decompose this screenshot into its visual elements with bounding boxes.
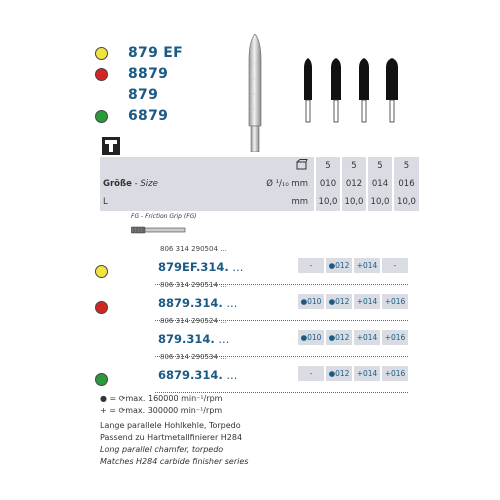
bur-010 — [304, 58, 312, 122]
instrument-illustration — [246, 34, 264, 152]
pack-value: 5 — [315, 157, 341, 175]
order-cell: - — [298, 258, 324, 273]
shank-label: FG - Friction Grip (FG) — [131, 213, 197, 220]
pack-row — [100, 157, 419, 175]
order-cell: +014 — [354, 258, 380, 273]
red-dot-icon — [95, 301, 108, 314]
green-dot-icon — [95, 373, 108, 386]
size-value: 016 — [393, 175, 419, 193]
size-row: Größe - Size Ø ¹/₁₀ mm 010 012 014 016 — [100, 175, 419, 193]
order-cell: ●012 — [326, 258, 352, 273]
product-description — [100, 420, 248, 468]
order-cells — [298, 294, 410, 309]
length-row — [100, 193, 419, 211]
order-ref: 8879.314. ... — [158, 296, 238, 310]
order-cell: +016 — [382, 366, 408, 381]
green-dot-icon — [95, 110, 108, 123]
order-row-8879 — [95, 281, 408, 321]
shank-block — [131, 213, 197, 239]
size-unit: Ø ¹/₁₀ mm — [260, 175, 315, 193]
description-line: Matches H284 carbide finisher series — [100, 457, 249, 466]
order-row-879 — [95, 317, 408, 357]
order-cell: +014 — [354, 330, 380, 345]
order-cell: +016 — [382, 330, 408, 345]
size-value: 010 — [315, 175, 341, 193]
speed-notes — [100, 393, 222, 417]
length-unit: mm — [260, 193, 315, 211]
length-value: 10,0 — [341, 193, 367, 211]
order-ref: 6879.314. ... — [158, 368, 238, 382]
pack-value: 5 — [367, 157, 393, 175]
yellow-dot-icon — [95, 265, 108, 278]
order-cell: ●012 — [326, 366, 352, 381]
order-number: 806 314 290504 ... — [160, 245, 227, 253]
length-value: 10,0 — [315, 193, 341, 211]
order-number: 806 314 290514 ... — [160, 281, 227, 289]
description-line: Lange parallele Hohlkehle, Torpedo — [100, 421, 241, 430]
variant-code: 8879 — [128, 66, 169, 82]
variant-row-879 — [95, 87, 158, 103]
bur-016 — [386, 58, 398, 122]
order-cell: +014 — [354, 294, 380, 309]
pack-value: 5 — [393, 157, 419, 175]
order-ref: 879EF.314. ... — [158, 260, 244, 274]
description-line: Long parallel chamfer, torpedo — [100, 445, 224, 454]
bur-014 — [359, 58, 369, 122]
size-value: 012 — [341, 175, 367, 193]
size-label: Größe — [103, 179, 132, 189]
variant-code: 879 — [128, 87, 159, 103]
order-cell: ●012 — [326, 294, 352, 309]
bur-silhouettes — [296, 56, 406, 126]
length-value: 10,0 — [367, 193, 393, 211]
speed-note: ● = ⟳max. 160000 min⁻¹/rpm — [100, 394, 223, 403]
variant-code: 6879 — [128, 108, 169, 124]
no-dot-spacer — [95, 89, 108, 102]
order-row-879ef — [95, 245, 408, 285]
order-cell: ●012 — [326, 330, 352, 345]
variant-row-8879 — [95, 66, 168, 82]
order-cell: - — [382, 258, 408, 273]
order-cell: +014 — [354, 366, 380, 381]
order-cell: +016 — [382, 294, 408, 309]
order-cells — [298, 366, 410, 381]
order-cells — [298, 258, 410, 273]
order-ref: 879.314. ... — [158, 332, 230, 346]
variant-row-879ef — [95, 45, 183, 61]
package-icon — [296, 159, 308, 170]
size-label-en: Size — [140, 179, 158, 189]
yellow-dot-icon — [95, 47, 108, 60]
pack-value: 5 — [341, 157, 367, 175]
order-cell: ●010 — [298, 330, 324, 345]
order-row-6879 — [95, 353, 408, 393]
order-cell: ●010 — [298, 294, 324, 309]
red-dot-icon — [95, 68, 108, 81]
order-number: 806 314 290534 ... — [160, 353, 227, 361]
variant-row-6879 — [95, 108, 168, 124]
fg-shank-illustration — [131, 225, 189, 235]
length-label: L — [100, 193, 260, 211]
variant-code: 879 EF — [128, 45, 184, 61]
bur-012 — [331, 58, 341, 122]
size-value: 014 — [367, 175, 393, 193]
fg-handpiece-icon — [102, 137, 120, 155]
order-number: 806 314 290524 ... — [160, 317, 227, 325]
description-line: Passend zu Hartmetallfinierer H284 — [100, 433, 243, 442]
order-cell: - — [298, 366, 324, 381]
length-value: 10,0 — [393, 193, 419, 211]
order-cells — [298, 330, 410, 345]
speed-note: + = ⟳max. 300000 min⁻¹/rpm — [100, 406, 223, 415]
spec-table — [100, 157, 419, 211]
